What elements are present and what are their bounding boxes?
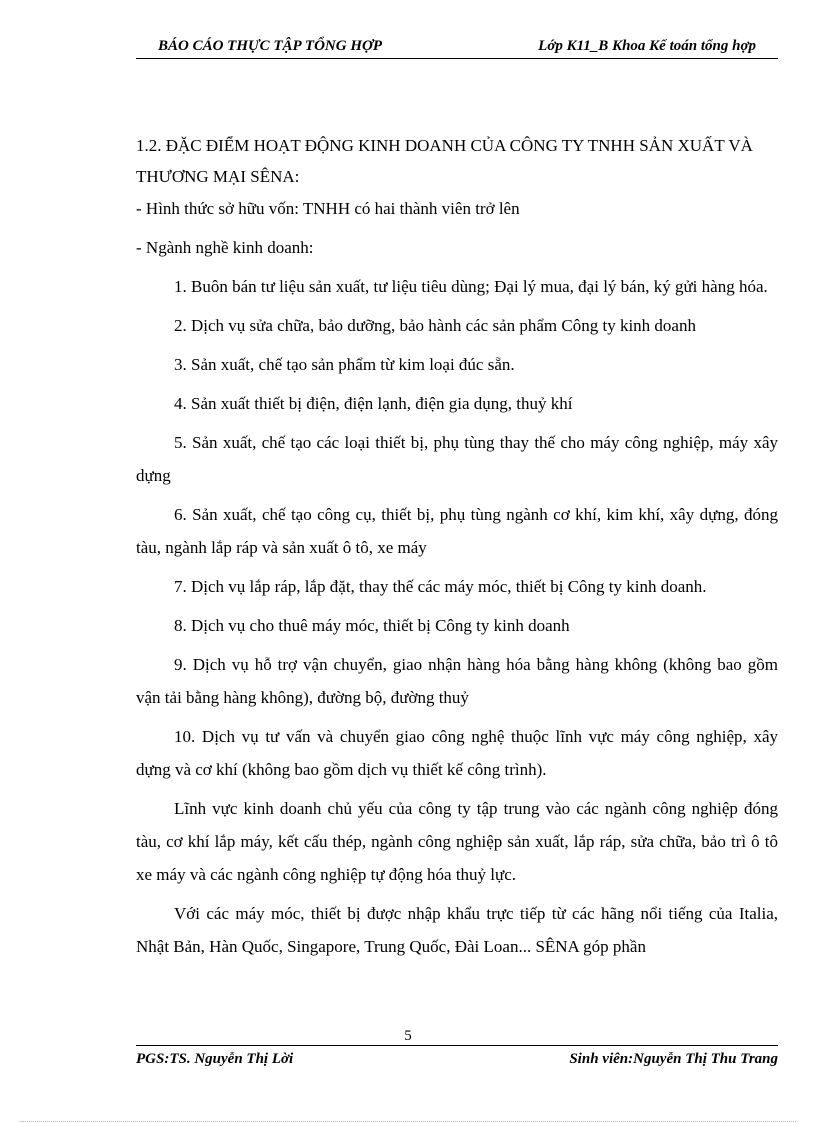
page-bottom-divider — [20, 1121, 796, 1122]
business-item-4: 4. Sản xuất thiết bị điện, điện lạnh, điện gia dụng, thuỷ khí — [174, 394, 573, 413]
business-item-5: 5. Sản xuất, chế tạo các loại thiết bị, phụ tùng thay thế cho máy công nghiệp, máy xây dựng — [136, 433, 778, 485]
footer-student: Sinh viên:Nguyễn Thị Thu Trang — [569, 1051, 778, 1067]
business-item-6: 6. Sản xuất, chế tạo công cụ, thiết bị, phụ tùng ngành cơ khí, kim khí, xây dựng, đóng tàu, ngành lắp ráp và sản xuất ô tô, xe máy — [136, 505, 778, 557]
page-footer — [136, 1045, 778, 1074]
business-item-2: 2. Dịch vụ sửa chữa, bảo dưỡng, bảo hành các sản phẩm Công ty kinh doanh — [174, 316, 696, 335]
document-body — [136, 130, 778, 969]
header-class-info: Lớp K11_B Khoa Kế toán tổng hợp — [538, 38, 756, 54]
footer-supervisor: PGS:TS. Nguyễn Thị Lời — [136, 1051, 294, 1067]
section-heading: 1.2. ĐẶC ĐIỂM HOẠT ĐỘNG KINH DOANH CỦA CÔNG TY TNHH SẢN XUẤT VÀ THƯƠNG MẠI SÊNA: — [136, 136, 753, 186]
business-item-1: 1. Buôn bán tư liệu sản xuất, tư liệu tiêu dùng; Đại lý mua, đại lý bán, ký gửi hàng hóa. — [174, 277, 768, 296]
business-item-10: 10. Dịch vụ tư vấn và chuyển giao công nghệ thuộc lĩnh vực máy công nghiệp, xây dựng và cơ khí (không bao gồm dịch vụ thiết kế công trình). — [136, 727, 778, 779]
business-item-3: 3. Sản xuất, chế tạo sản phẩm từ kim loại đúc sẵn. — [174, 355, 515, 374]
business-label: - Ngành nghề kinh doanh: — [136, 238, 314, 257]
ownership-line: - Hình thức sở hữu vốn: TNHH có hai thành viên trở lên — [136, 199, 520, 218]
business-item-9: 9. Dịch vụ hỗ trợ vận chuyển, giao nhận hàng hóa bằng hàng không (không bao gồm vận tải bằng hàng không), đường bộ, đường thuỷ — [136, 655, 778, 707]
main-field-paragraph: Lĩnh vực kinh doanh chủ yếu của công ty tập trung vào các ngành công nghiệp đóng tàu, cơ khí lắp máy, kết cấu thép, ngành công nghiệp sản xuất, lắp ráp, sửa chữa, bảo trì ô tô xe máy và các ngành công nghiệp tự động hóa thuỷ lực. — [136, 799, 778, 884]
business-item-7: 7. Dịch vụ lắp ráp, lắp đặt, thay thế các máy móc, thiết bị Công ty kinh doanh. — [174, 577, 707, 596]
business-item-8: 8. Dịch vụ cho thuê máy móc, thiết bị Công ty kinh doanh — [174, 616, 570, 635]
page-header — [136, 34, 778, 59]
imports-paragraph: Với các máy móc, thiết bị được nhập khẩu trực tiếp từ các hãng nổi tiếng của Italia, Nhật Bản, Hàn Quốc, Singapore, Trung Quốc, Đài Loan... SÊNA góp phần — [136, 904, 778, 956]
header-report-title: BÁO CÁO THỰC TẬP TỔNG HỢP — [158, 38, 382, 54]
page-number: 5 — [404, 1028, 412, 1044]
